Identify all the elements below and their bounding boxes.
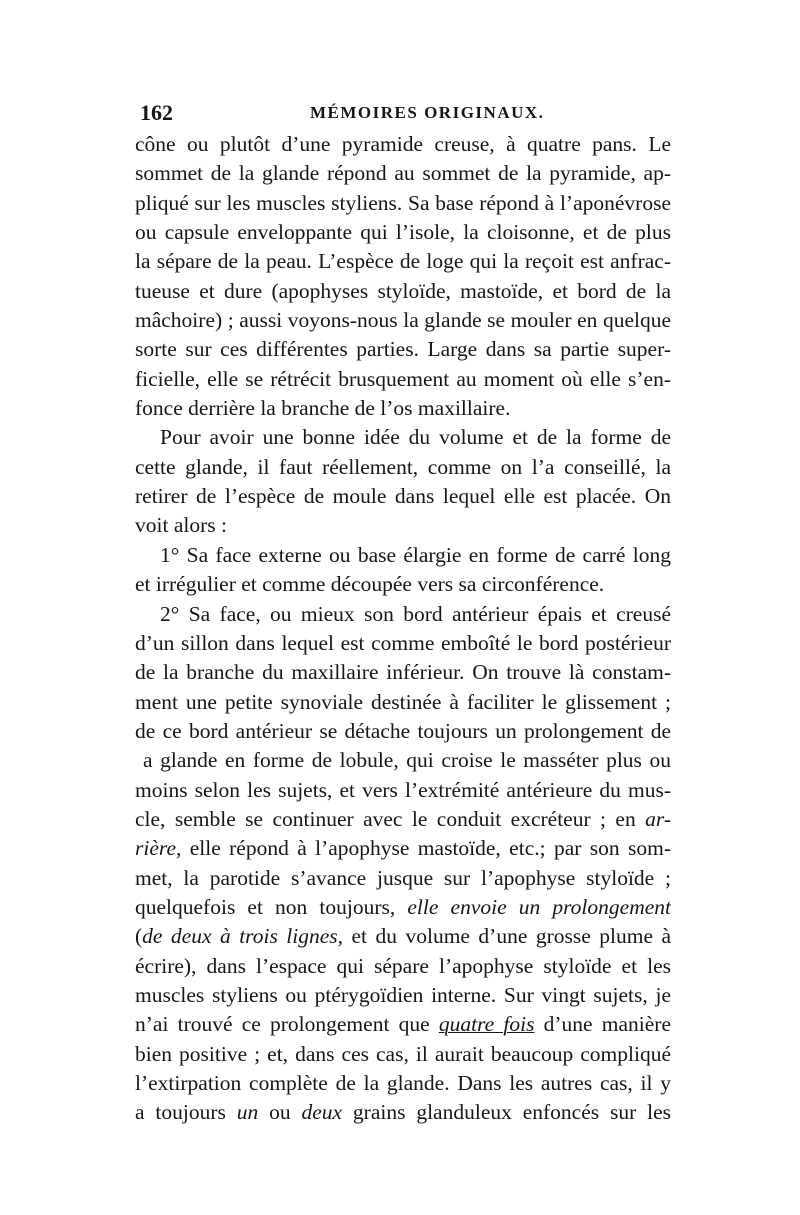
text-line: et irrégulier et comme découpée vers sa circonférence.	[135, 572, 605, 597]
text-line: muscles styliens ou ptérygoïdien interne. Sur vingt sujets, je	[135, 982, 671, 1007]
text-line: cône ou plutôt d’une pyramide creuse, à quatre pans. Le	[135, 132, 671, 156]
text-line: de ce bord antérieur se détache toujours un prolongement de	[135, 718, 671, 743]
text-line	[135, 1098, 671, 1127]
text-fragment: d’une manière	[534, 1012, 671, 1037]
text-line	[135, 922, 671, 951]
text-fragment: a toujours	[135, 1100, 237, 1125]
text-line: la sépare de la peau. L’espèce de loge qui la reçoit est anfrac-	[135, 249, 671, 274]
paragraph-start-line: Pour avoir une bonne idée du volume et de la forme de	[160, 425, 671, 450]
text-fragment: (	[135, 924, 143, 949]
italic-fragment: ar-	[645, 806, 671, 831]
page-header	[140, 100, 670, 130]
text-line: mâchoire) ; aussi voyons-nous la glande se mouler en quelque	[135, 308, 671, 333]
italic-fragment: un	[236, 1100, 259, 1125]
text-fragment: ou	[258, 1100, 302, 1125]
text-line: sommet de la glande répond au sommet de la pyramide, ap-	[135, 161, 671, 186]
italic-fragment: quatre fois	[438, 1012, 535, 1037]
text-line: pliqué sur les muscles styliens. Sa base répond à l’aponévrose	[135, 190, 671, 215]
text-fragment: n’ai trouvé ce prolongement que	[135, 1012, 439, 1037]
text-line: fonce derrière la branche de l’os maxillaire.	[135, 396, 511, 421]
text-line	[135, 805, 671, 834]
text-line: sorte sur ces différentes parties. Large dans sa partie super-	[135, 337, 671, 362]
text-fragment: quelquefois et non toujours,	[135, 894, 408, 919]
text-fragment: cle, semble se continuer avec le conduit excréteur ; en	[135, 806, 646, 831]
running-head: MÉMOIRES ORIGINAUX.	[310, 103, 545, 122]
text-fragment: et du volume d’une grosse plume à	[343, 924, 671, 949]
text-line: a glande en forme de lobule, qui croise le masséter plus ou	[143, 748, 671, 773]
text-line: de la branche du maxillaire inférieur. On trouve là constam-	[135, 660, 671, 685]
text-line: d’un sillon dans lequel est comme emboîté le bord postérieur	[135, 630, 671, 655]
italic-fragment: de deux à trois lignes,	[142, 924, 344, 949]
italic-fragment: deux	[301, 1100, 343, 1125]
text-line: tueuse et dure (apophyses styloïde, mastoïde, et bord de la	[135, 278, 671, 303]
text-line: cette glande, il faut réellement, comme on l’a conseillé, la	[135, 454, 671, 479]
text-line	[135, 1010, 671, 1039]
text-line: bien positive ; et, dans ces cas, il aurait beaucoup compliqué	[135, 1041, 671, 1066]
text-line	[135, 893, 671, 922]
text-fragment: grains glanduleux enfoncés sur les	[342, 1100, 671, 1125]
text-fragment: , elle répond à l’apophyse mastoïde, etc.; par son som-	[176, 836, 671, 861]
text-line: écrire), dans l’espace qui sépare l’apophyse styloïde et les	[135, 953, 671, 978]
list-item-line: 1° Sa face externe ou base élargie en forme de carré long	[160, 542, 671, 567]
list-item-line: 2° Sa face, ou mieux son bord antérieur épais et creusé	[160, 601, 671, 626]
text-line: ou capsule enveloppante qui l’isole, la cloisonne, et de plus	[135, 220, 671, 245]
text-line	[135, 834, 671, 863]
text-line: moins selon les sujets, et vers l’extrémité antérieure du mus-	[135, 777, 671, 802]
italic-fragment: elle envoie un prolongement	[407, 894, 671, 919]
body-text	[135, 130, 671, 1128]
text-line: voit alors :	[135, 513, 227, 538]
text-line: retirer de l’espèce de moule dans lequel elle est placée. On	[135, 484, 671, 509]
text-line: ficielle, elle se rétrécit brusquement au moment où elle s’en-	[135, 366, 671, 391]
italic-fragment: rière	[135, 836, 176, 861]
text-line: l’extirpation complète de la glande. Dans les autres cas, il y	[135, 1071, 671, 1095]
page-number: 162	[140, 100, 173, 125]
text-line: ment une petite synoviale destinée à faciliter le glissement ;	[135, 689, 671, 714]
text-line: met, la parotide s’avance jusque sur l’apophyse styloïde ;	[135, 865, 671, 890]
